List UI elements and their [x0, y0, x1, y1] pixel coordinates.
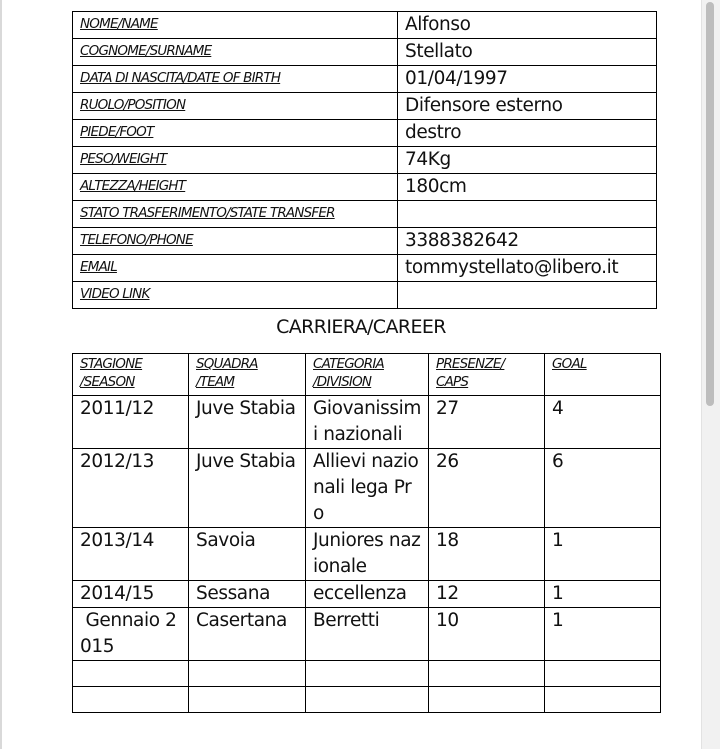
scrollbar-thumb[interactable] — [706, 2, 714, 406]
name-label: NOME/NAME — [73, 12, 398, 39]
height-value: 180cm — [398, 174, 657, 201]
foot-label: PIEDE/FOOT — [73, 120, 398, 147]
division-cell — [306, 687, 429, 713]
goal-cell — [545, 687, 661, 713]
header-caps: PRESENZE/ CAPS — [429, 354, 545, 396]
table-row — [73, 608, 661, 661]
birthdate-value: 01/04/1997 — [398, 66, 657, 93]
team-cell: Juve Stabia — [189, 449, 306, 528]
season-cell: Gennaio 2015 — [73, 608, 189, 661]
goal-cell: 1 — [545, 528, 661, 581]
header-team: SQUADRA /TEAM — [189, 354, 306, 396]
career-header-row — [73, 354, 661, 396]
video-link-value — [398, 282, 657, 309]
division-cell — [306, 661, 429, 687]
caps-cell: 10 — [429, 608, 545, 661]
career-table — [72, 353, 661, 713]
profile-row-phone — [73, 228, 657, 255]
foot-value: destro — [398, 120, 657, 147]
division-cell: Juniores nazionale — [306, 528, 429, 581]
left-edge — [0, 0, 2, 749]
caps-cell: 18 — [429, 528, 545, 581]
career-title: CARRIERA/CAREER — [276, 316, 446, 338]
surname-label: COGNOME/SURNAME — [73, 39, 398, 66]
goal-cell — [545, 661, 661, 687]
name-value: Alfonso — [398, 12, 657, 39]
surname-value: Stellato — [398, 39, 657, 66]
table-row — [73, 581, 661, 608]
profile-row-height — [73, 174, 657, 201]
weight-label: PESO/WEIGHT — [73, 147, 398, 174]
season-cell — [73, 661, 189, 687]
profile-row-transfer — [73, 201, 657, 228]
division-cell: Berretti — [306, 608, 429, 661]
phone-label: TELEFONO/PHONE — [73, 228, 398, 255]
table-row — [73, 449, 661, 528]
profile-table — [72, 11, 657, 309]
profile-row-birthdate — [73, 66, 657, 93]
caps-cell: 12 — [429, 581, 545, 608]
caps-cell: 27 — [429, 396, 545, 449]
height-label: ALTEZZA/HEIGHT — [73, 174, 398, 201]
table-row — [73, 687, 661, 713]
caps-cell — [429, 661, 545, 687]
scrollbar[interactable] — [701, 0, 720, 749]
division-cell: Giovanissimi nazionali — [306, 396, 429, 449]
phone-value: 3388382642 — [398, 228, 657, 255]
season-cell: 2013/14 — [73, 528, 189, 581]
profile-row-surname — [73, 39, 657, 66]
email-label: EMAIL — [73, 255, 398, 282]
division-cell: Allievi nazionali lega Pro — [306, 449, 429, 528]
table-row — [73, 396, 661, 449]
profile-row-video — [73, 282, 657, 309]
team-cell: Juve Stabia — [189, 396, 306, 449]
team-cell — [189, 661, 306, 687]
email-value: tommystellato@libero.it — [398, 255, 657, 282]
team-cell: Casertana — [189, 608, 306, 661]
division-cell: eccellenza — [306, 581, 429, 608]
position-label: RUOLO/POSITION — [73, 93, 398, 120]
team-cell: Sessana — [189, 581, 306, 608]
goal-cell: 4 — [545, 396, 661, 449]
team-cell — [189, 687, 306, 713]
header-division: CATEGORIA /DIVISION — [306, 354, 429, 396]
season-cell: 2012/13 — [73, 449, 189, 528]
transfer-value — [398, 201, 657, 228]
transfer-label: STATO TRASFERIMENTO/STATE TRANSFER — [73, 201, 398, 228]
goal-cell: 6 — [545, 449, 661, 528]
team-cell: Savoia — [189, 528, 306, 581]
table-row — [73, 661, 661, 687]
video-link-label: VIDEO LINK — [73, 282, 398, 309]
season-cell: 2011/12 — [73, 396, 189, 449]
season-cell: 2014/15 — [73, 581, 189, 608]
position-value: Difensore esterno — [398, 93, 657, 120]
profile-row-foot — [73, 120, 657, 147]
profile-row-name — [73, 12, 657, 39]
profile-row-weight — [73, 147, 657, 174]
weight-value: 74Kg — [398, 147, 657, 174]
caps-cell: 26 — [429, 449, 545, 528]
profile-row-position — [73, 93, 657, 120]
goal-cell: 1 — [545, 581, 661, 608]
caps-cell — [429, 687, 545, 713]
profile-row-email — [73, 255, 657, 282]
header-goal: GOAL — [545, 354, 661, 396]
birthdate-label: DATA DI NASCITA/DATE OF BIRTH — [73, 66, 398, 93]
season-cell — [73, 687, 189, 713]
goal-cell: 1 — [545, 608, 661, 661]
table-row — [73, 528, 661, 581]
header-season: STAGIONE /SEASON — [73, 354, 189, 396]
